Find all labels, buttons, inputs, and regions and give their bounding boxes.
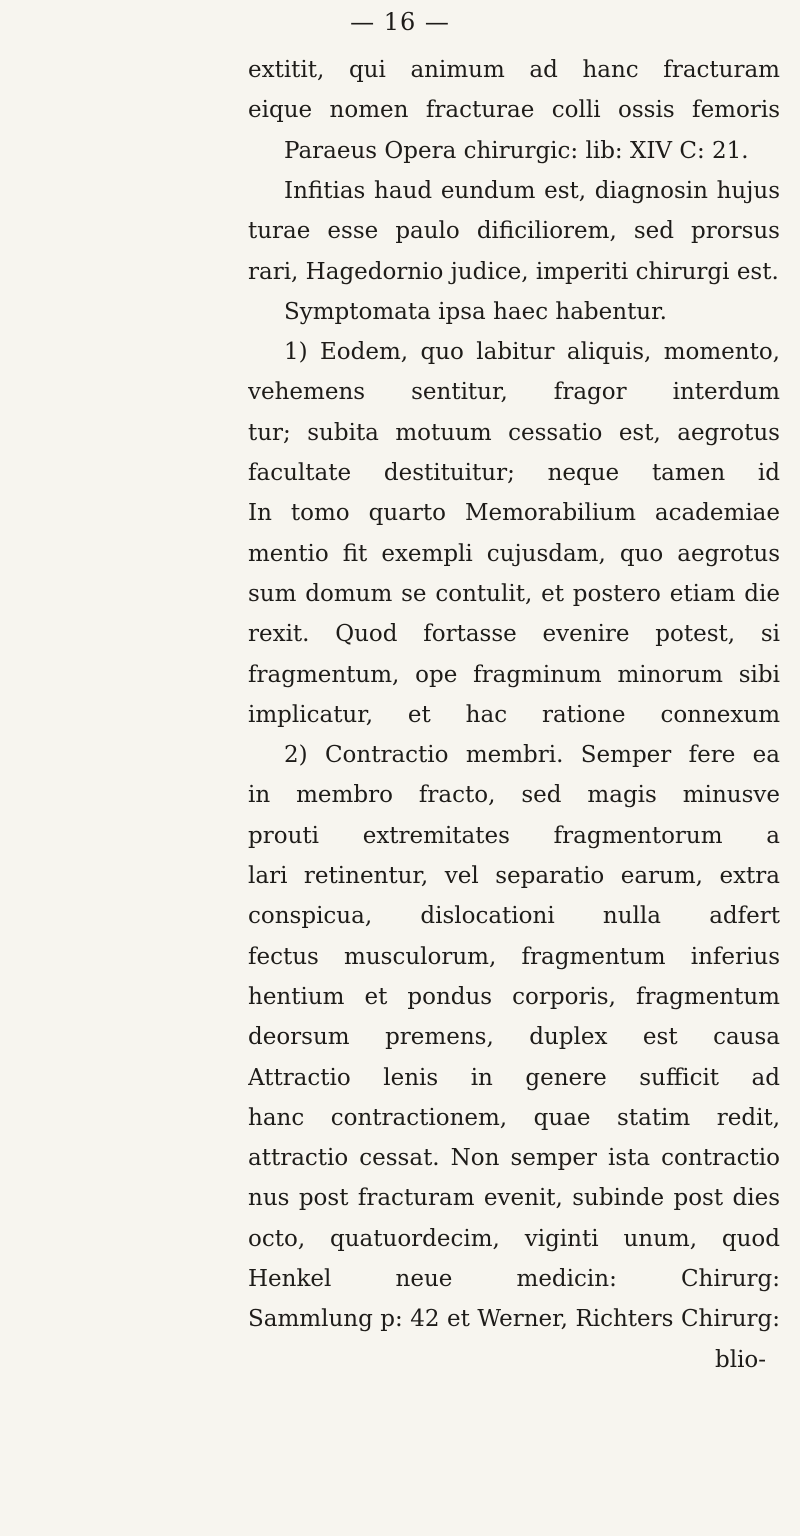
text-line: conspicua, dislocationi nulla adfert: [248, 903, 780, 930]
text-line: octo, quatuordecim, viginti unum, quod: [248, 1225, 780, 1252]
text-line: nus post fracturam evenit, subinde post dies: [248, 1185, 780, 1212]
text-line: prouti extremitates fragmentorum a: [248, 822, 780, 849]
text-line: deorsum premens, duplex est causa: [248, 1024, 780, 1051]
text-line: Symptomata ipsa haec habentur.: [284, 298, 667, 325]
page-number: — 16 —: [350, 8, 450, 36]
text-line: 2) Contractio membri. Semper fere ea: [284, 742, 780, 769]
text-line: Attractio lenis in genere sufficit ad: [248, 1064, 780, 1091]
text-line: attractio cessat. Non semper ista contractio: [248, 1145, 780, 1172]
text-line: Infitias haud eundum est, diagnosin hujus: [284, 177, 780, 204]
text-line: Sammlung p: 42 et Werner, Richters Chirurg:: [248, 1306, 780, 1333]
text-line: eique nomen fracturae colli ossis femoris: [248, 97, 780, 124]
text-line: Henkel neue medicin: Chirurg:: [248, 1266, 780, 1292]
text-line: in membro fracto, sed magis minusve: [248, 782, 780, 809]
text-line: turae esse paulo dificiliorem, sed prorsus: [248, 218, 780, 245]
text-line: fragmentum, ope fragminum minorum sibi: [248, 661, 780, 688]
text-line: lari retinentur, vel separatio earum, extra: [248, 863, 780, 889]
text-line: facultate destituitur; neque tamen id: [248, 460, 780, 486]
text-line: rexit. Quod fortasse evenire potest, si: [248, 621, 780, 648]
text-line: sum domum se contulit, et postero etiam die: [248, 580, 780, 607]
text-line: tur; subita motuum cessatio est, aegrotus: [248, 419, 780, 446]
text-line: fectus musculorum, fragmentum inferius: [248, 943, 780, 970]
text-line: implicatur, et hac ratione connexum: [248, 701, 780, 728]
text-line: In tomo quarto Memorabilium academiae: [248, 500, 780, 527]
text-line: Paraeus Opera chirurgic: lib: XIV C: 21.: [284, 137, 749, 164]
text-line: mentio fit exempli cujusdam, quo aegrotus: [248, 540, 780, 567]
text-line: 1) Eodem, quo labitur aliquis, momento,: [284, 339, 780, 366]
text-line: extitit, qui animum ad hanc fracturam: [248, 57, 780, 83]
text-line: hentium et pondus corporis, fragmentum: [248, 983, 780, 1010]
text-line: rari, Hagedornio judice, imperiti chirurgi est.: [248, 258, 779, 285]
text-line: hanc contractionem, quae statim redit,: [248, 1104, 780, 1131]
text-line: vehemens sentitur, fragor interdum: [248, 379, 780, 406]
catchword: blio-: [715, 1346, 767, 1373]
